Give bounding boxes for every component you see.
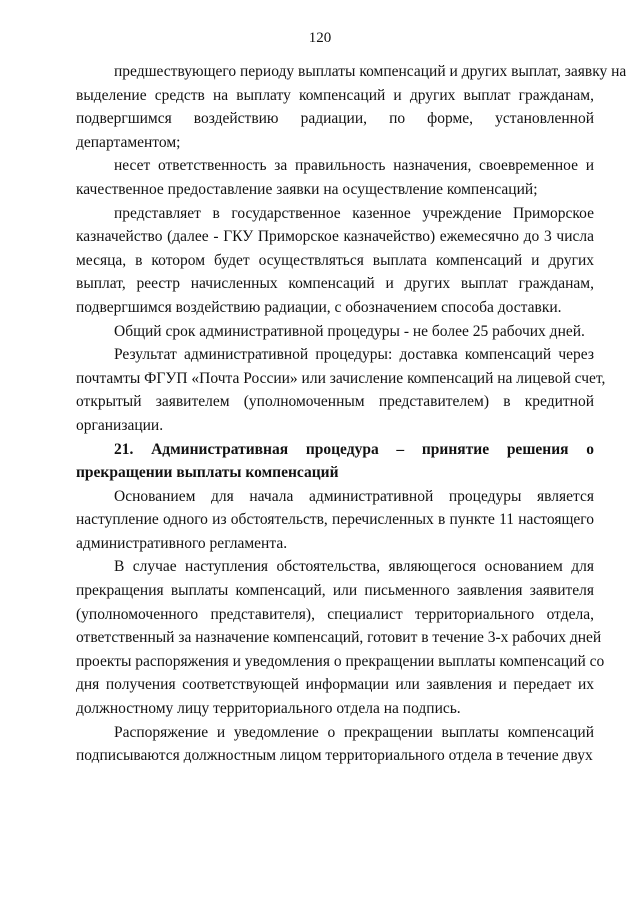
text-line: представляет в государственное казенное учреждение Приморское (114, 204, 594, 222)
text-line: несет ответственность за правильность назначения, своевременное и (114, 157, 594, 175)
text-line: Общий срок административной процедуры - не более 25 рабочих дней. (114, 322, 585, 340)
heading-line: 21. Административная процедура – принятие решения о (114, 440, 594, 458)
text-line: ответственный за назначение компенсаций, готовит в течение 3-х рабочих дней (76, 629, 602, 647)
text-line: качественное предоставление заявки на осуществление компенсаций; (76, 180, 538, 198)
section-heading (76, 438, 594, 485)
heading-line: прекращении выплаты компенсаций (76, 464, 339, 482)
text-line: организации. (76, 416, 164, 434)
paragraph (76, 721, 594, 768)
text-line: должностному лицу территориального отдела на подпись. (76, 700, 461, 718)
text-line: проекты распоряжения и уведомления о прекращении выплаты компенсаций со (76, 652, 605, 670)
text-line: подвергшимся воздействию радиации, с обозначением способа доставки. (76, 298, 562, 316)
paragraph (76, 555, 605, 720)
text-line: выплат, реестр начисленных компенсаций и других выплат гражданам, (76, 275, 594, 293)
paragraph (76, 343, 606, 437)
text-line: Основанием для начала административной процедуры является (114, 487, 594, 505)
text-line: департаментом; (76, 133, 181, 151)
text-line: Результат административной процедуры: доставка компенсаций через (114, 346, 594, 364)
text-line: месяца, в котором будет осуществляться выплата компенсаций и других (76, 251, 594, 269)
text-line: дня получения соответствующей информации или заявления и передает их (76, 676, 594, 694)
text-line: открытый заявителем (уполномоченным представителем) в кредитной (76, 393, 594, 411)
paragraph (76, 60, 627, 154)
text-line: Распоряжение и уведомление о прекращении выплаты компенсаций (114, 723, 594, 741)
text-line: (уполномоченного представителя), специалист территориального отдела, (76, 605, 594, 623)
text-line: подвергшимся воздействию радиации, по форме, установленной (76, 110, 594, 128)
page-number: 120 (308, 30, 332, 46)
text-line: подписываются должностным лицом территориального отдела в течение двух (76, 747, 593, 765)
paragraph (76, 320, 594, 344)
text-line: наступление одного из обстоятельств, перечисленных в пункте 11 настоящего (76, 511, 594, 529)
text-line: прекращения выплаты компенсаций, или письменного заявления заявителя (76, 582, 594, 600)
text-line: казначейство (далее - ГКУ Приморское казначейство) ежемесячно до 3 числа (76, 228, 594, 246)
document-body (76, 60, 627, 768)
text-line: почтамты ФГУП «Почта России» или зачисление компенсаций на лицевой счет, (76, 369, 606, 387)
text-line: В случае наступления обстоятельства, являющегося основанием для (114, 558, 594, 576)
text-line: выделение средств на выплату компенсаций и других выплат гражданам, (76, 86, 594, 104)
text-line: административного регламента. (76, 534, 288, 552)
paragraph (76, 202, 594, 320)
text-line: предшествующего периоду выплаты компенсаций и других выплат, заявку на (114, 63, 627, 80)
paragraph (76, 485, 594, 556)
paragraph (76, 154, 594, 201)
